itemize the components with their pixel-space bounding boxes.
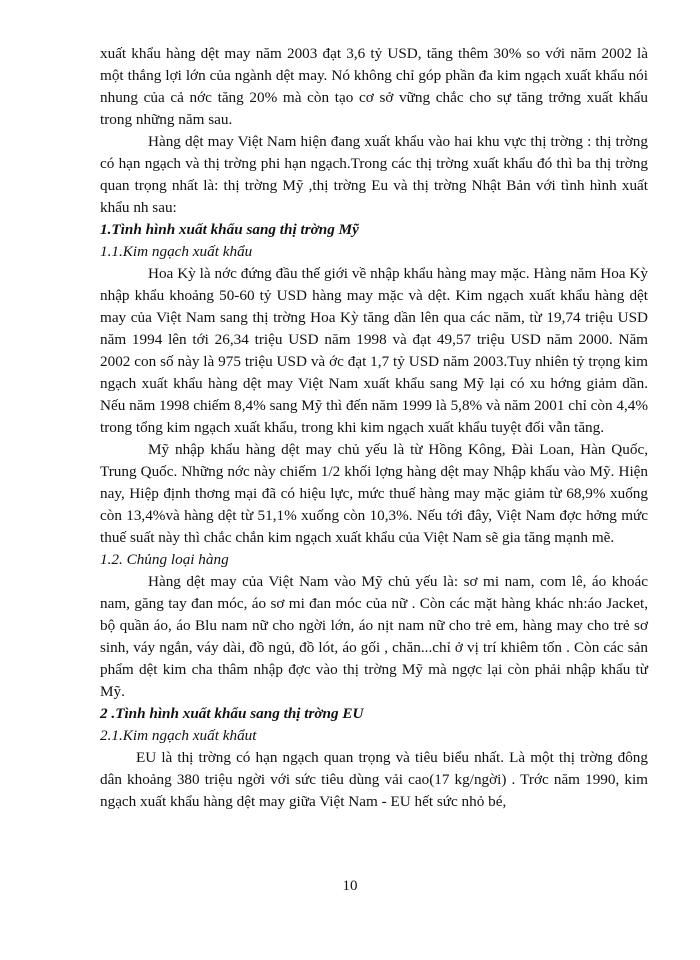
heading-us-product-types: 1.2. Chủng loại hàng bbox=[100, 551, 229, 568]
paragraph-us-product-types: Hàng dệt may của Việt Nam vào Mỹ chủ yếu là: sơ mi nam, com lê, áo khoác nam, găng tay đan móc, áo sơ mi đan móc của nữ . Còn các mặt hàng khác nh:áo Jacket, bộ quần áo, áo Blu nam nữ cho ngời lớn, áo nịt nam nữ cho trẻ em, hàng may cho trẻ sơ sinh, váy ngắn, váy dài, đồ ngủ, đồ lót, áo gối , chăn...chỉ ở vị trí khiêm tốn . Còn các sản phẩm dệt kim cha thâm nhập đợc vào thị trờng Mỹ mà ngợc lại còn phải nhập khẩu từ Mỹ. bbox=[100, 573, 648, 700]
paragraph-markets: Hàng dệt may Việt Nam hiện đang xuất khẩu vào hai khu vực thị trờng : thị trờng có hạn ngạch và thị trờng phi hạn ngạch.Trong các thị trờng xuất khẩu đó thì ba thị trờng quan trọng nhất là: thị trờng Mỹ ,thị trờng Eu và thị trờng Nhật Bản với tình hình xuất khẩu nh sau: bbox=[100, 133, 648, 216]
document-page bbox=[100, 43, 648, 813]
page-number: 10 bbox=[342, 878, 358, 894]
paragraph-us-turnover: Hoa Kỳ là nớc đứng đầu thế giới về nhập khẩu hàng may mặc. Hàng năm Hoa Kỳ nhập khẩu khoảng 50-60 tỷ USD hàng may mặc và dệt. Kim ngạch xuất khẩu hàng dệt may của Việt Nam sang thị trờng Hoa Kỳ tăng dần lên qua các năm, từ 19,74 triệu USD năm 1994 lên tới 26,34 triệu USD năm 1998 và đạt 49,57 triệu USD năm 2000. Năm 2002 con số này là 975 triệu USD và ớc đạt 1,7 tỷ USD năm 2003.Tuy nhiên tỷ trọng kim ngạch xuất khẩu hàng dệt may Việt Nam xuất khẩu sang Mỹ lại có xu hớng giảm dần. Nếu năm 1998 chiếm 8,4% sang Mỹ thì đến năm 1999 là 5,8% và năm 2001 chỉ còn 4,4% trong tổng kim ngạch xuất khẩu, trong khi kim ngạch xuất khẩu tuyệt đối vẫn tăng. bbox=[100, 265, 648, 436]
paragraph-intro: xuất khẩu hàng dệt may năm 2003 đạt 3,6 tỷ USD, tăng thêm 30% so với năm 2002 là một thắng lợi lớn của ngành dệt may. Nó không chỉ góp phần đa kim ngạch xuất khẩu nói nhung của cả nớc tăng 20% mà còn tạo cơ sở vững chắc cho sự tăng trởng xuất khẩu trong những năm sau. bbox=[100, 45, 648, 128]
heading-eu-market: 2 .Tình hình xuất khẩu sang thị trờng EU bbox=[100, 705, 364, 722]
heading-us-turnover: 1.1.Kim ngạch xuất khẩu bbox=[100, 243, 253, 260]
heading-us-market: 1.Tình hình xuất khẩu sang thị trờng Mỹ bbox=[100, 221, 359, 238]
paragraph-eu-turnover: EU là thị trờng có hạn ngạch quan trọng và tiêu biểu nhất. Là một thị trờng đông dân khoảng 380 triệu ngời với sức tiêu dùng vải cao(17 kg/ngời) . Trớc năm 1990, kim ngạch xuất khẩu hàng dệt may giữa Việt Nam - EU hết sức nhỏ bé, bbox=[100, 749, 648, 810]
heading-eu-turnover: 2.1.Kim ngạch xuất khẩut bbox=[100, 727, 257, 744]
paragraph-us-imports: Mỹ nhập khẩu hàng dệt may chủ yếu là từ Hồng Kông, Đài Loan, Hàn Quốc, Trung Quốc. Những nớc này chiếm 1/2 khối lợng hàng dệt may Nhập khẩu vào Mỹ. Hiện nay, Hiệp định thơng mại đã có hiệu lực, mức thuế hàng may mặc giảm từ 68,9% xuống còn 13,4%và hàng dệt từ 51,1% xuống còn 10,3%. Nếu tới đây, Việt Nam đợc hởng mức thuế suất này thì chắc chắn kim ngạch xuất khẩu của Việt Nam sẽ gia tăng mạnh mẽ. bbox=[100, 441, 648, 546]
